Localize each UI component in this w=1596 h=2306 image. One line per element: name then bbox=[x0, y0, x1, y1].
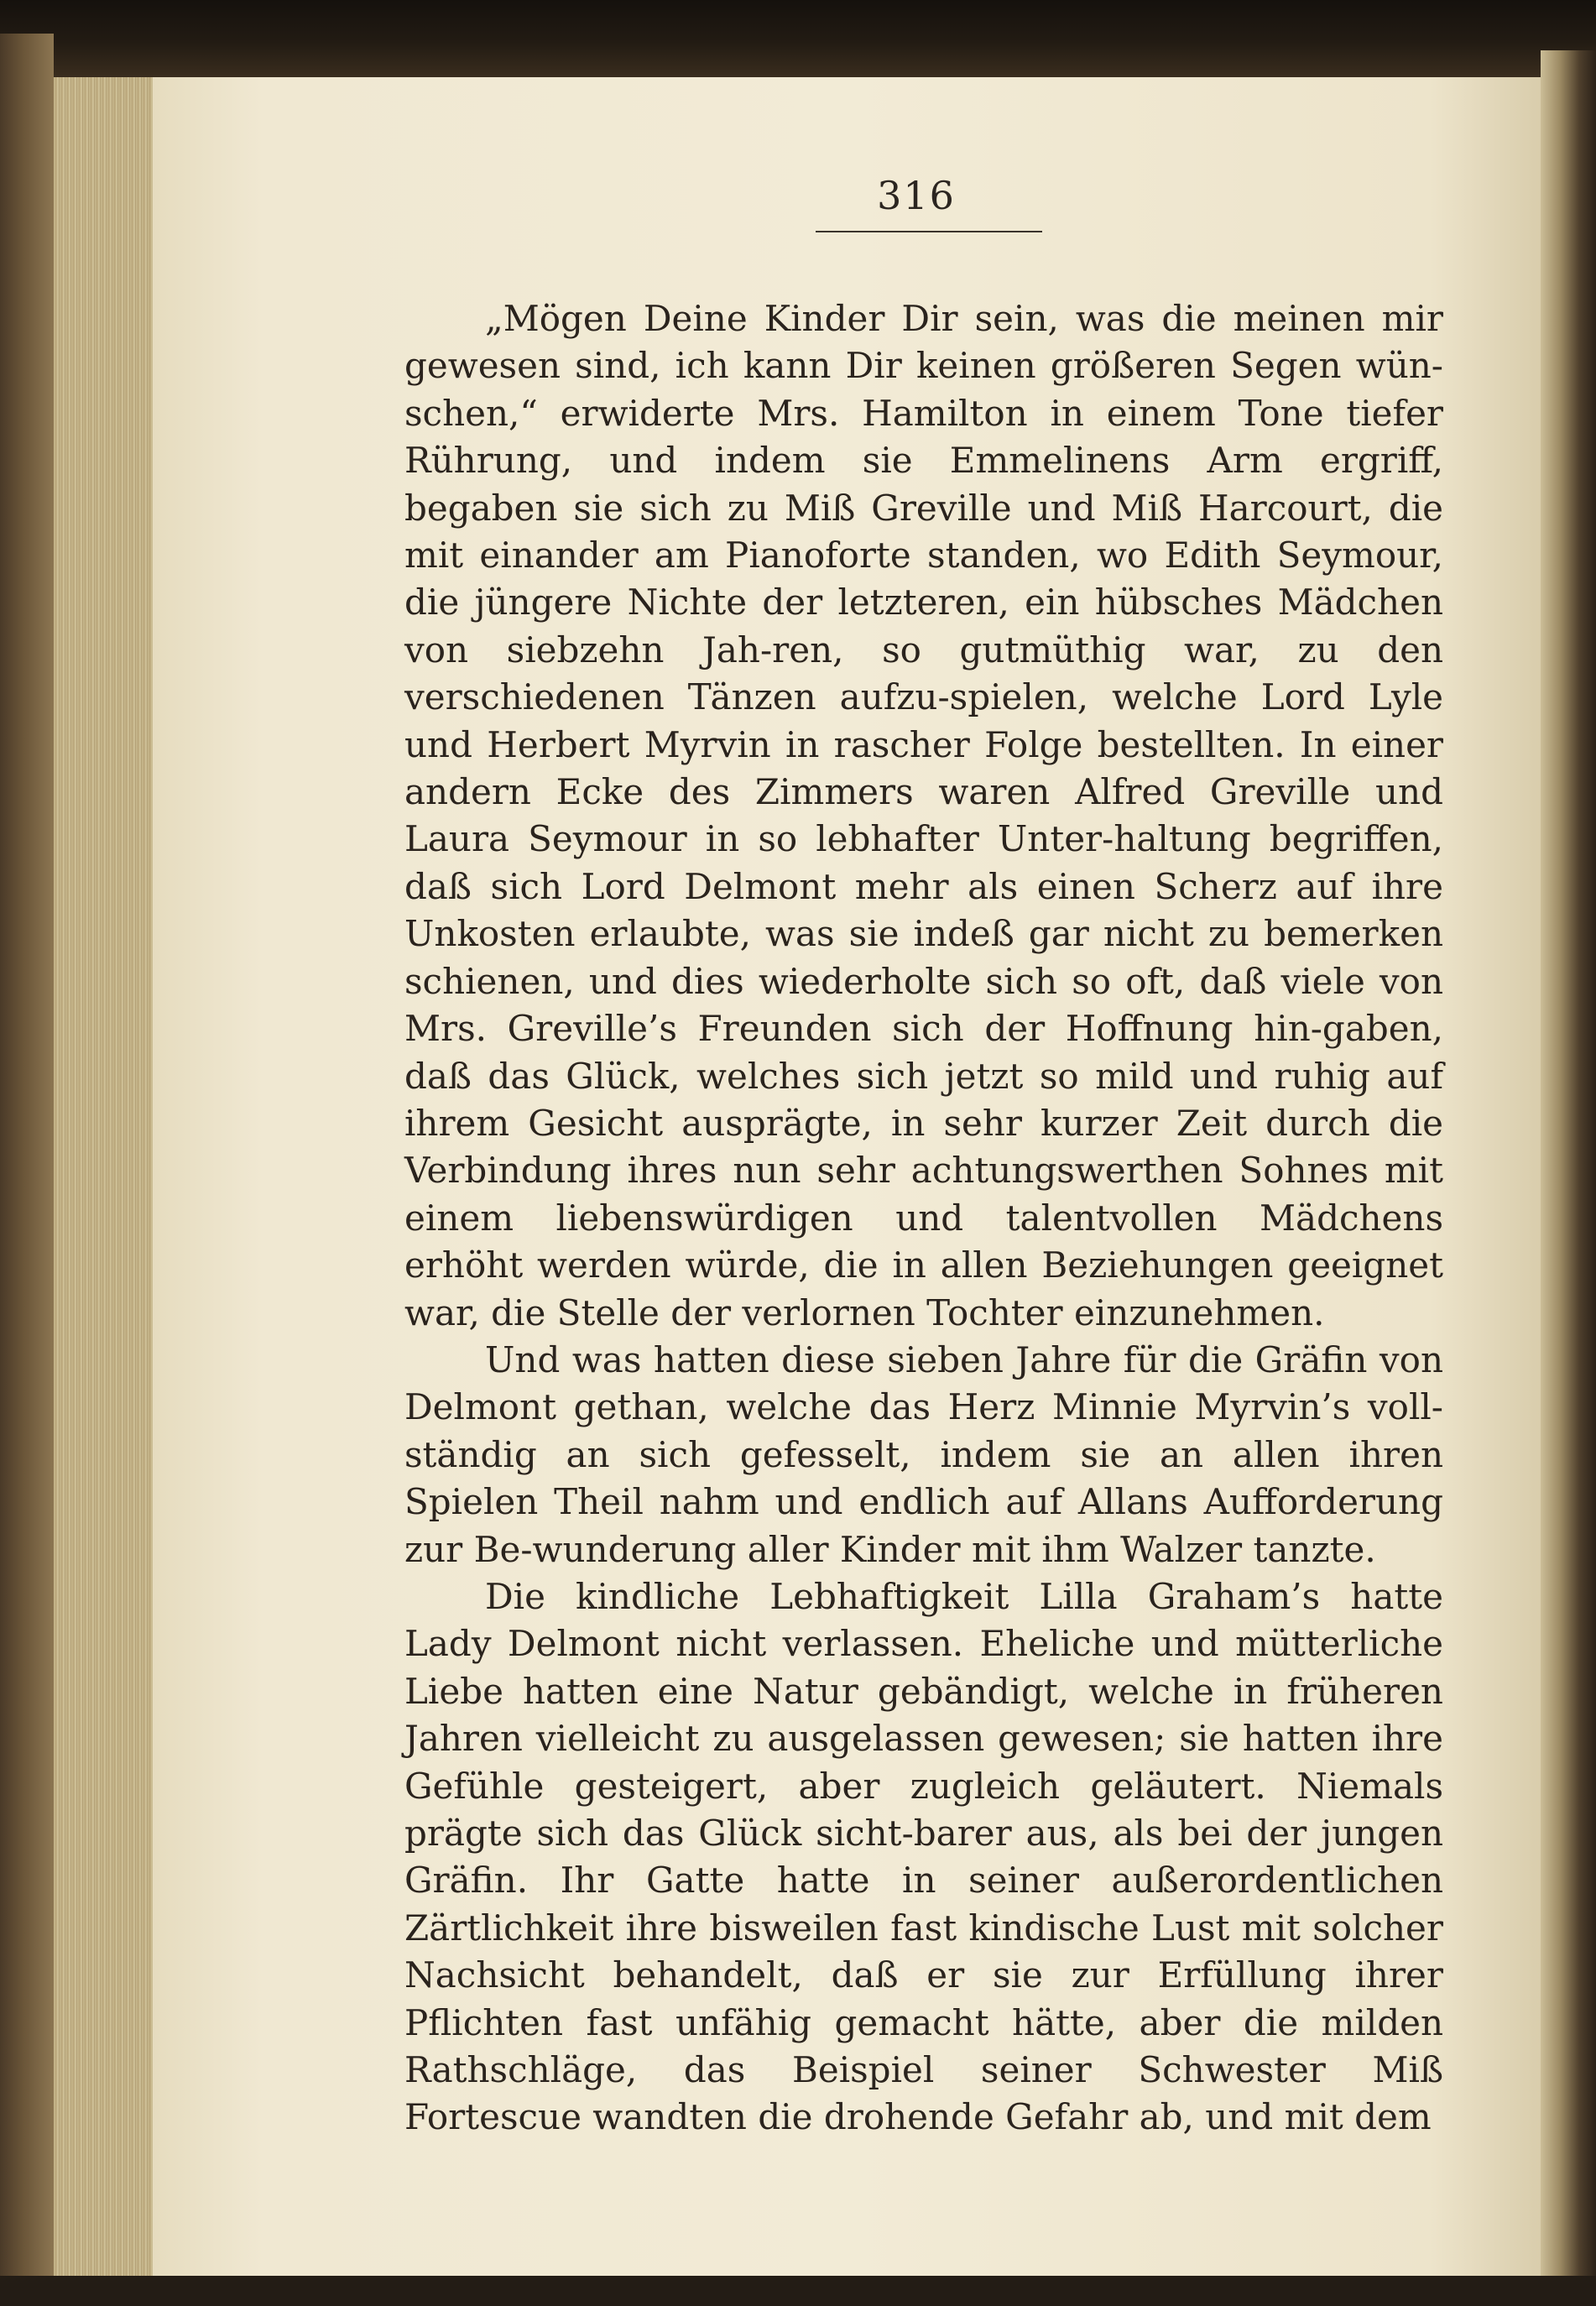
book-cover-bottom bbox=[0, 2276, 1596, 2306]
book-spine-right bbox=[1541, 50, 1596, 2306]
paragraph-3: Die kindliche Lebhaftigkeit Lilla Graham’s hatte Lady Delmont nicht verlassen. Eheliche und mütterliche Liebe hatten eine Natur gebändigt, welche in früheren Jahren vielleicht zu ausgelassen gewesen; sie hatten ihre Gefühle gesteigert, aber zugleich geläutert. Niemals prägte sich das Glück sicht-barer aus, als bei der jungen Gräfin. Ihr Gatte hatte in seiner außerordentlichen Zärtlichkeit ihre bisweilen fast kindische Lust mit solcher Nachsicht behandelt, daß er sie zur Erfüllung ihrer Pflichten fast unfähig gemacht hätte, aber die milden Rathschläge, das Beispiel seiner Schwester Miß Fortescue wandten die drohende Gefahr ab, und mit dem bbox=[404, 1575, 1443, 2138]
body-text bbox=[404, 295, 1443, 2142]
paragraph-1: „Mögen Deine Kinder Dir sein, was die meinen mir gewesen sind, ich kann Dir keinen größeren Segen wün-schen,“ erwiderte Mrs. Hamilton in einem Tone tiefer Rührung, und indem sie Emmelinens Arm ergriff, begaben sie sich zu Miß Greville und Miß Harcourt, die mit einander am Pianoforte standen, wo Edith Seymour, die jüngere Nichte der letzteren, ein hübsches Mädchen von siebzehn Jah-ren, so gutmüthig war, zu den verschiedenen Tänzen aufzu-spielen, welche Lord Lyle und Herbert Myrvin in rascher Folge bestellten. In einer andern Ecke des Zimmers waren Alfred Greville und Laura Seymour in so lebhafter Unter-haltung begriffen, daß sich Lord Delmont mehr als einen Scherz auf ihre Unkosten erlaubte, was sie indeß gar nicht zu bemerken schienen, und dies wiederholte sich so oft, daß viele von Mrs. Greville’s Freunden sich der Hoffnung hin-gaben, daß das Glück, welches sich jetzt so mild und ruhig auf ihrem Gesicht ausprägte, in sehr kurzer Zeit durch die Verbindung ihres nun sehr achtungswerthen Sohnes mit einem liebenswürdigen und talentvollen Mädchens erhöht werden würde, die in allen Beziehungen geeignet war, die Stelle der verlornen Tochter einzunehmen. bbox=[404, 298, 1443, 1333]
page-stack-edges bbox=[54, 77, 154, 2276]
page-number-rule bbox=[816, 231, 1042, 232]
book-cover-top bbox=[0, 0, 1596, 77]
book-cover-left bbox=[0, 34, 54, 2306]
page-number: 316 bbox=[877, 173, 956, 218]
paragraph-2: Und was hatten diese sieben Jahre für die Gräfin von Delmont gethan, welche das Herz Minnie Myrvin’s voll-ständig an sich gefesselt, indem sie an allen ihren Spielen Theil nahm und endlich auf Allans Aufforderung zur Be-wunderung aller Kinder mit ihm Walzer tanzte. bbox=[404, 1338, 1443, 1570]
